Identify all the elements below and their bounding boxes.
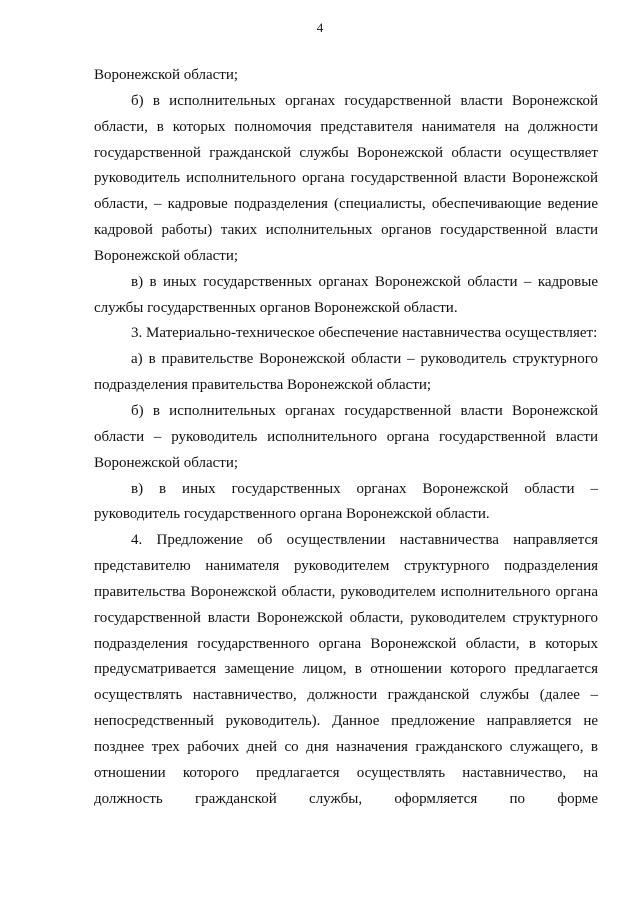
paragraph-3v-other-bodies: в) в иных государственных органах Воронежской области – руководитель государственного органа Воронежской области.: [94, 480, 598, 523]
paragraph-continuation: Воронежской области;: [94, 67, 239, 83]
document-body: [94, 63, 598, 812]
paragraph-2v-other-bodies-hr: в) в иных государственных органах Воронежской области – кадровые службы государственных органов Воронежской области.: [94, 273, 598, 316]
paragraph-2b-executive-bodies-hr: б) в исполнительных органах государственной власти Воронежской области, в которых полномочия представителя нанимателя на должности государственной гражданской службы Воронежской области осуществляет руководитель исполнительного органа государственной власти Воронежской области, – кадровые подразделения (специалисты, обеспечивающие ведение кадровой работы) таких исполнительных органов государственной власти Воронежской области;: [94, 92, 598, 264]
paragraph-3b-executive-bodies: б) в исполнительных органах государственной власти Воронежской области – руководитель исполнительного органа государственной власти Воронежской области;: [94, 402, 598, 471]
paragraph-4-mentoring-proposal: 4. Предложение об осуществлении наставничества направляется представителю нанимателя руководителем структурного подразделения правительства Воронежской области, руководителем исполнительного органа государственной власти Воронежской области, руководителем структурного подразделения государственного органа Воронежской области, в которых предусматривается замещение лицом, в отношении которого предлагается осуществлять наставничество, должности гражданской службы (далее – непосредственный руководитель). Данное предложение направляется не позднее трех рабочих дней со дня назначения гражданского служащего, в отношении которого предлагается осуществлять наставничество, на должность гражданской службы, оформляется по форме: [94, 532, 598, 807]
paragraph-3-material-support: 3. Материально-техническое обеспечение наставничества осуществляет:: [131, 325, 598, 342]
paragraph-3a-government: а) в правительстве Воронежской области – руководитель структурного подразделения правительства Воронежской области;: [94, 351, 598, 394]
page-number: 4: [316, 20, 324, 35]
